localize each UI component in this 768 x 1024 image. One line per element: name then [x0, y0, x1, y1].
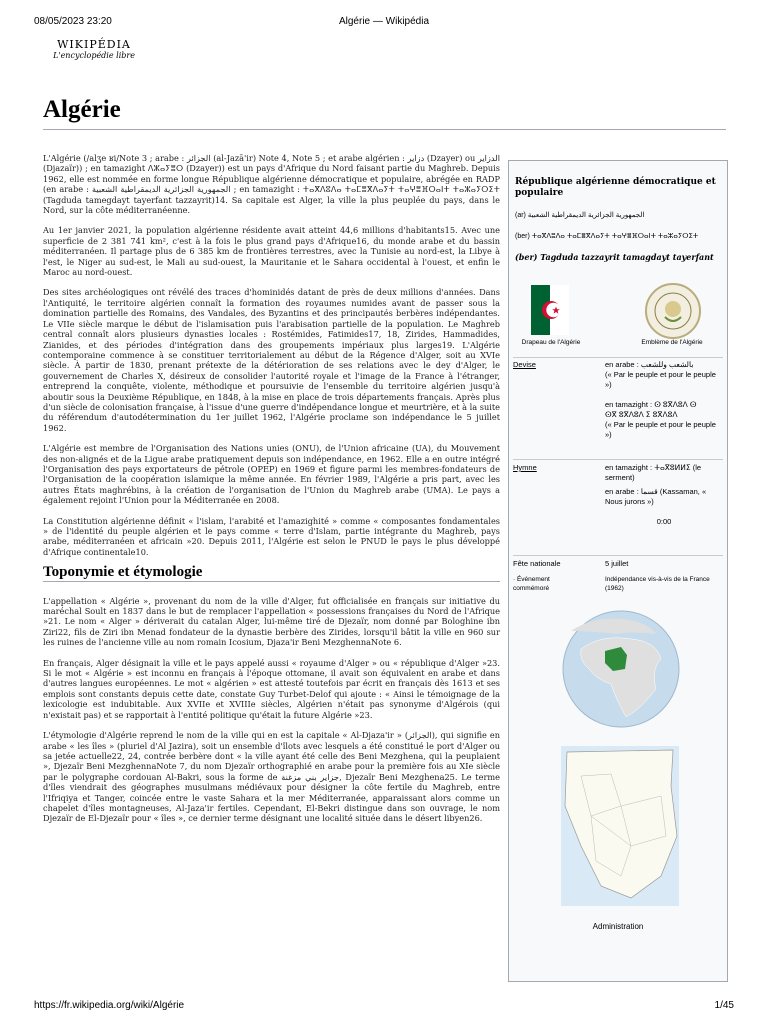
emblem-icon[interactable]	[645, 283, 701, 339]
article-body	[43, 153, 500, 834]
print-page-title: Algérie — Wikipédia	[338, 16, 430, 27]
hymne-arabic: en arabe : قسما (Kassaman, « Nous jurons »)	[605, 487, 707, 506]
infobox-name-arabic: (ar) الجمهورية الجزائرية الديمقراطية الشعبية	[515, 212, 645, 219]
print-page-number: 1/45	[714, 1000, 734, 1011]
print-url[interactable]: https://fr.wikipedia.org/wiki/Algérie	[34, 1000, 185, 1011]
devise-value	[605, 360, 723, 440]
lead-paragraph-2: Au 1er janvier 2021, la population algérienne résidente avait atteint 44,6 millions d'habitants15. Avec une superficie de 2 381 741 km², c'est à la fois le plus grand pays d'Afrique16, du monde arabe et du bassin méditerranéen. Il partage plus de 6 385 km de frontières terrestres, avec la Tunisie au nord-est, la Libye à l'est, le Niger au sud-est, le Mali au sud-ouest, la Mauritanie et le Sahara occidental à l'ouest, et enfin le Maroc au nord-ouest.	[43, 225, 500, 278]
flag-caption: Drapeau de l'Algérie	[521, 339, 581, 346]
section-heading-toponymie: Toponymie et étymologie	[43, 567, 500, 581]
logo-tagline: L'encyclopédie libre	[53, 51, 135, 60]
fete-label: Fête nationale	[513, 559, 561, 568]
row-divider	[513, 357, 723, 358]
print-footer	[34, 1000, 734, 1014]
lead-paragraph-5: La Constitution algérienne définit « l'islam, l'arabité et l'amazighité » comme « composantes fondamentales » de l'identité du peuple algérien et le pays comme « terre d'Islam, partie intégrante du Maghreb, pays arabe, méditerranéen et africain »20. Depuis 2011, l'Algérie est selon le PNUD le pays le plus développé d'Afrique continentale10.	[43, 515, 500, 557]
lead-paragraph-4: L'Algérie est membre de l'Organisation des Nations unies (ONU), de l'Union africaine (UA), du Mouvement des non-alignés et de la Ligue arabe pratiquement depuis son indépendance, en 1962. Elle a en outre intégré l'Organisation des pays exportateurs de pétrole (OPEP) en 1969 et figure parmi les membres-fondateurs de l'Organisation de la coopération islamique la même année. En février 1989, l'Algérie a pris part, avec les autres États maghrébins, à la création de l'organisation de l'Union du Maghreb arabe (UMA). Le pays a également rejoint l'Union pour la Méditerranée en 2008.	[43, 443, 500, 506]
infobox-row-hymne	[513, 463, 723, 543]
fete-value: 5 juillet	[605, 559, 629, 568]
emblem-caption: Emblème de l'Algérie	[641, 339, 703, 346]
administration-caption: Administration	[592, 922, 644, 931]
audio-player-time[interactable]: 0:00	[656, 517, 672, 526]
devise-tamazight: en tamazight : ⵙ ⵓⴳⴷⵓⴷ ⵙ	[605, 400, 697, 409]
title-divider	[43, 129, 726, 130]
emblem-graphic	[647, 285, 699, 337]
infobox-row-fete	[513, 559, 723, 571]
row-divider	[513, 555, 723, 556]
page-title: Algérie	[43, 96, 121, 123]
hymne-tamazight: en tamazight : ⵜⴰⴳⵓⵍⵍⵉ (le serment)	[605, 463, 702, 482]
logo-wordmark: WIKIPÉDIA	[57, 38, 131, 51]
globe-map[interactable]	[561, 609, 681, 729]
flag-of-algeria[interactable]	[531, 285, 569, 335]
infobox-row-devise	[513, 360, 723, 460]
lead-paragraph-3: Des sites archéologiques ont révélé des traces d'hominidés datant de près de deux millions d'années. Dans l'Antiquité, le territoire algérien connaît la formation des royaumes numides avant de passer sous la domination partielle des Romains, des Vandales, des Byzantins et des principautés berbères indépendantes. Le VIIe siècle marque le début de l'islamisation puis l'arabisation partielle de la population. Le Maghreb central connaît alors plusieurs dynasties locales : Rostémides, Fatimides17, 18, Zirides, Hammadides, Zianides, et des périodes d'intégration dans des groupements impériaux plus larges19. L'Algérie contemporaine commence à se constituer territorialement au début de la Régence d'Alger, soit au XVIe siècle. À partir de 1830, prenant prétexte de la détérioration de ses relations avec le dey d'Alger, le gouvernement de Charles X, désireux de consolider l'autorité royale et l'image de la France à l'étranger, entreprend la conquête, violente, méthodique et poursuivie de l'ensemble du territoire algérien jusqu'à aboutir sous la Deuxième République, en 1848, à la mise en place de trois départements français. Après plus d'un siècle de colonisation française, à l'issue d'une guerre d'indépendance longue et meurtrière, et à la suite du référendum d'autodétermination du 1er juillet 1962, l'Algérie proclame son indépendance le 5 juillet 1962.	[43, 287, 500, 433]
event-value: Indépendance vis-à-vis de la France (1962)	[605, 576, 710, 592]
infobox-name-latin: (ber) Tagduda tazzayrit tamagdayt tayerfant	[515, 252, 714, 262]
print-datetime: 08/05/2023 23:20	[34, 16, 112, 27]
wikipedia-logo[interactable]	[46, 38, 142, 60]
event-label: · Événement commémoré	[513, 576, 550, 592]
row-divider	[513, 459, 723, 460]
devise-label[interactable]: Devise	[513, 360, 536, 369]
administrative-map[interactable]	[561, 746, 679, 906]
devise-arabic-translation: (« Par le peuple et pour le peuple »)	[605, 370, 716, 389]
devise-tamazight-translation: (« Par le peuple et pour le peuple »)	[605, 420, 716, 439]
lead-paragraph-1: L'Algérie (/alʒe ʁi/Note 3 ; arabe : الجزائر (al-Jazā'ir) Note 4, Note 5 ; et arabe algérien : دزاير (Dzayer) ou الدزاير (Djazaïr)) ; en tamazight ⴷⵣⴰⵢⴻⵔ (Dzayer)) est un pays d'Afrique du Nord faisant partie du Maghreb. Depuis 1962, elle est nommée en forme longue République algérienne démocratique et populaire, abrégée en RADP (en arabe : الجمهورية الجزائرية الديمقراطية الشعبية ; en tamazight : ⵜⴰⴳⴷⵓⴷⴰ ⵜⴰⵎⴻⴳⴷⴰⵢⵜ ⵜⴰⵖⴻⴼⵔⴰⵏⵜ ⵜⴰⵣⴰⵢⵔⵉⵜ (Tagduda tamegdayt tayerfant tazzayrit)14. Sa capitale est Alger, la ville la plus peuplée du pays, dans le Nord, sur la côte méditerranéenne.	[43, 153, 500, 216]
hymne-label[interactable]: Hymne	[513, 463, 537, 472]
infobox-title: République algérienne démocratique et populaire	[515, 177, 716, 198]
infobox	[508, 160, 728, 982]
devise-arabic: en arabe : بالشعب وللشعب	[605, 360, 694, 369]
crescent-star-icon	[539, 298, 563, 322]
infobox-symbols	[509, 285, 727, 345]
section-paragraph-2: En français, Alger désignait la ville et le pays appelé aussi « royaume d'Alger » ou « république d'Alger »23. Si le mot « Algérie » est inconnu en français à l'époque ottomane, il avait son équivalent en arabe et dans d'autres langues européennes. Le mot « algérien » est attesté toutefois par écrit en français dès 1613 et ses emplois sont constants depuis cette date, constate Guy Turbet-Delof qui ajoute : « Ainsi le témoignage de la lexicologie est indubitable. Aux XVIIe et XVIIIe siècles, Algérien n'était pas synonyme d'Algérois (qui n'existait pas) et se rapportait à l'entité politique qu'était la future Algérie »23.	[43, 657, 500, 720]
infobox-row-event	[513, 575, 723, 605]
hymne-value	[605, 463, 723, 527]
section-paragraph-3: L'étymologie d'Algérie reprend le nom de la ville qui en est la capitale « Al-Djaza'ir » (الجزائر), qui signifie en arabe « les îles » (pluriel d'Al Jazira), soit un ensemble d'îlots avec lesquels a été constitué le port d'Alger ou sa jetée actuelle22, 24, contrée berbère dont « la ville ayant été celle des Beni Mezghena, qui la peuplaient », Djezaïr Beni MezghennaNote 7, du nom Djezaïr orthographié en arabe pour la première fois au XIe siècle par le polygraphe cordouan Al-Bakri, sous la forme de جزاير بني مزغنة, Djezaïr Beni Mezghena25. Le terme d'îles viendrait des géographes musulmans médiévaux pour désigner la côte fertile du Maghreb, entre l'Ifriqiya et Tanger, coincée entre le vaste Sahara et la mer Méditerranée, apparaissant alors comme un chapelet d'îles montagneuses, Al-Jaza'ir fertiles. Cependant, El-Bekri distingue dans son ouvrage, le nom Djezaïr de El-Djezaïr pour « îles », ce dernier terme désignant une localité située dans le désert libyen26.	[43, 730, 500, 824]
infobox-name-tifinagh: (ber) ⵜⴰⴳⴷⵓⴷⴰ ⵜⴰⵎⴻⴳⴷⴰⵢⵜ ⵜⴰⵖⴻⴼⵔⴰⵏⵜ ⵜⴰⵣⴰⵢⵔⵉⵜ	[515, 233, 699, 240]
devise-tamazight-2: ⵙⴳ ⵓⴳⴷⵓⴷ ⵉ ⵓⴳⴷⵓⴷ	[605, 410, 678, 419]
print-header	[34, 16, 734, 30]
section-paragraph-1: L'appellation « Algérie », provenant du nom de la ville d'Alger, fut officialisée en français sur initiative du maréchal Soult en 1837 dans le but de remplacer l'appellation « possessions françaises du Nord de l'Afrique »21. Le nom « Alger » dériverait du catalan Alger, lui-même tiré de Djezaïr, nom donné par Bologhine ibn Ziri22, fils de Ziri ibn Menad fondateur de la dynastie berbère des Zirides, lorsqu'il bâtit la ville en 960 sur les ruines de l'ancienne ville au nom romain Icosium, Djaza'ir Beni MezghennaNote 6.	[43, 595, 500, 648]
